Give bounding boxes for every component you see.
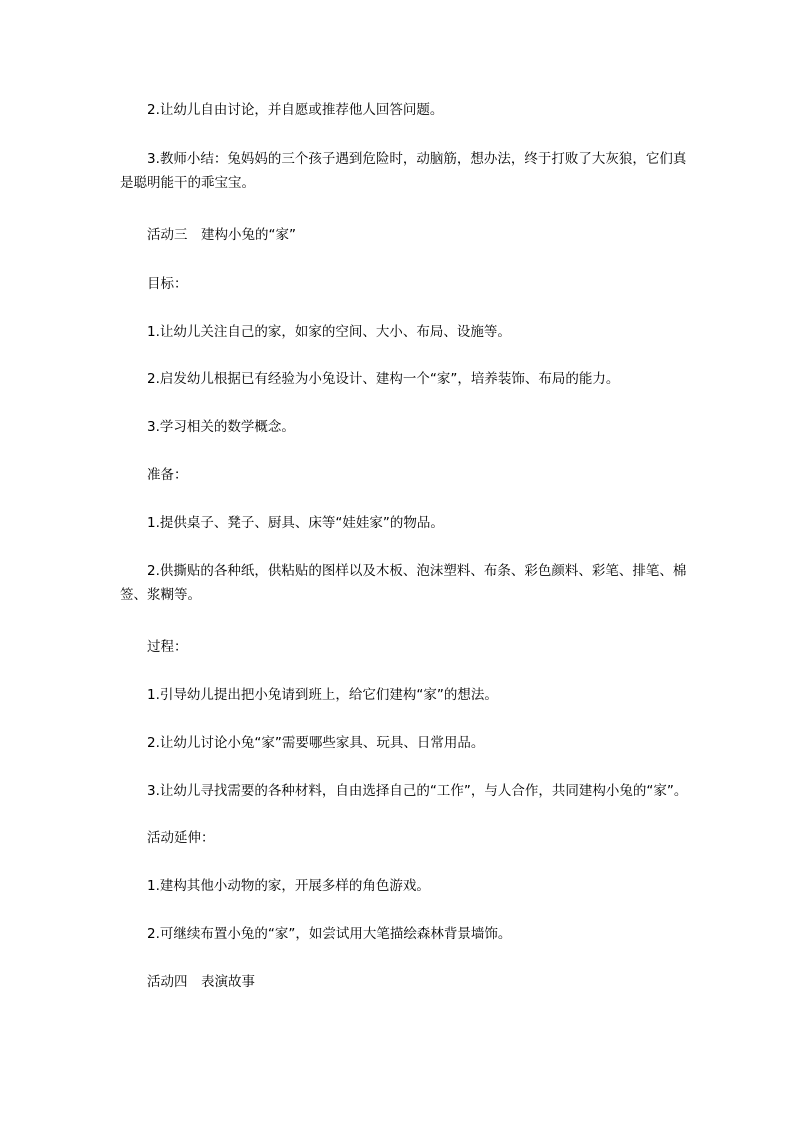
text-line: 2.供撕贴的各种纸，供粘贴的图样以及木板、泡沫塑料、布条、彩色颜料、彩笔、排笔、棉 bbox=[120, 563, 687, 579]
process-item-2 bbox=[120, 731, 680, 755]
text-line: 1.提供桌子、凳子、厨具、床等“娃娃家”的物品。 bbox=[120, 515, 444, 531]
extension-item-2 bbox=[120, 922, 680, 946]
text-line: 过程： bbox=[120, 639, 188, 655]
preparation-item-2 bbox=[120, 559, 687, 607]
goal-item-3 bbox=[120, 415, 680, 439]
text-line: 3.学习相关的数学概念。 bbox=[120, 419, 295, 435]
goal-item-1 bbox=[120, 320, 680, 344]
extension-item-1 bbox=[120, 874, 680, 898]
text-line: 3.让幼儿寻找需要的各种材料，自由选择自己的“工作”，与人合作，共同建构小兔的“家”。 bbox=[120, 783, 688, 799]
text-line: 活动延伸： bbox=[120, 830, 215, 846]
text-line: 2.让幼儿自由讨论，并自愿或推荐他人回答问题。 bbox=[120, 102, 444, 118]
text-line: 2.让幼儿讨论小兔“家”需要哪些家具、玩具、日常用品。 bbox=[120, 735, 485, 751]
label-preparation bbox=[120, 463, 680, 487]
label-goals bbox=[120, 272, 680, 296]
text-line: 活动四 表演故事 bbox=[120, 974, 255, 990]
text-line: 是聪明能干的乖宝宝。 bbox=[120, 175, 255, 191]
text-line: 1.引导幼儿提出把小兔请到班上，给它们建构“家”的想法。 bbox=[120, 687, 498, 703]
text-line: 1.让幼儿关注自己的家，如家的空间、大小、布局、设施等。 bbox=[120, 324, 511, 340]
paragraph-discussion bbox=[120, 98, 680, 122]
paragraph-teacher-summary bbox=[120, 147, 687, 195]
text-line: 1.建构其他小动物的家，开展多样的角色游戏。 bbox=[120, 878, 430, 894]
text-line: 3.教师小结：兔妈妈的三个孩子遇到危险时，动脑筋，想办法，终于打败了大灰狼，它们真 bbox=[120, 151, 687, 167]
preparation-item-1 bbox=[120, 511, 680, 535]
text-line: 准备： bbox=[120, 467, 188, 483]
text-line: 活动三 建构小兔的“家” bbox=[120, 227, 296, 243]
process-item-1 bbox=[120, 683, 680, 707]
goal-item-2 bbox=[120, 367, 680, 391]
text-line: 2.可继续布置小兔的“家”，如尝试用大笔描绘森林背景墙饰。 bbox=[120, 926, 512, 942]
text-line: 2.启发幼儿根据已有经验为小兔设计、建构一个“家”，培养装饰、布局的能力。 bbox=[120, 371, 620, 387]
text-line: 目标： bbox=[120, 276, 188, 292]
section-heading-activity-3 bbox=[120, 223, 680, 247]
process-item-3 bbox=[120, 779, 688, 803]
section-heading-activity-4 bbox=[120, 970, 680, 994]
label-extension bbox=[120, 826, 680, 850]
label-process bbox=[120, 635, 680, 659]
text-line: 签、浆糊等。 bbox=[120, 587, 201, 603]
